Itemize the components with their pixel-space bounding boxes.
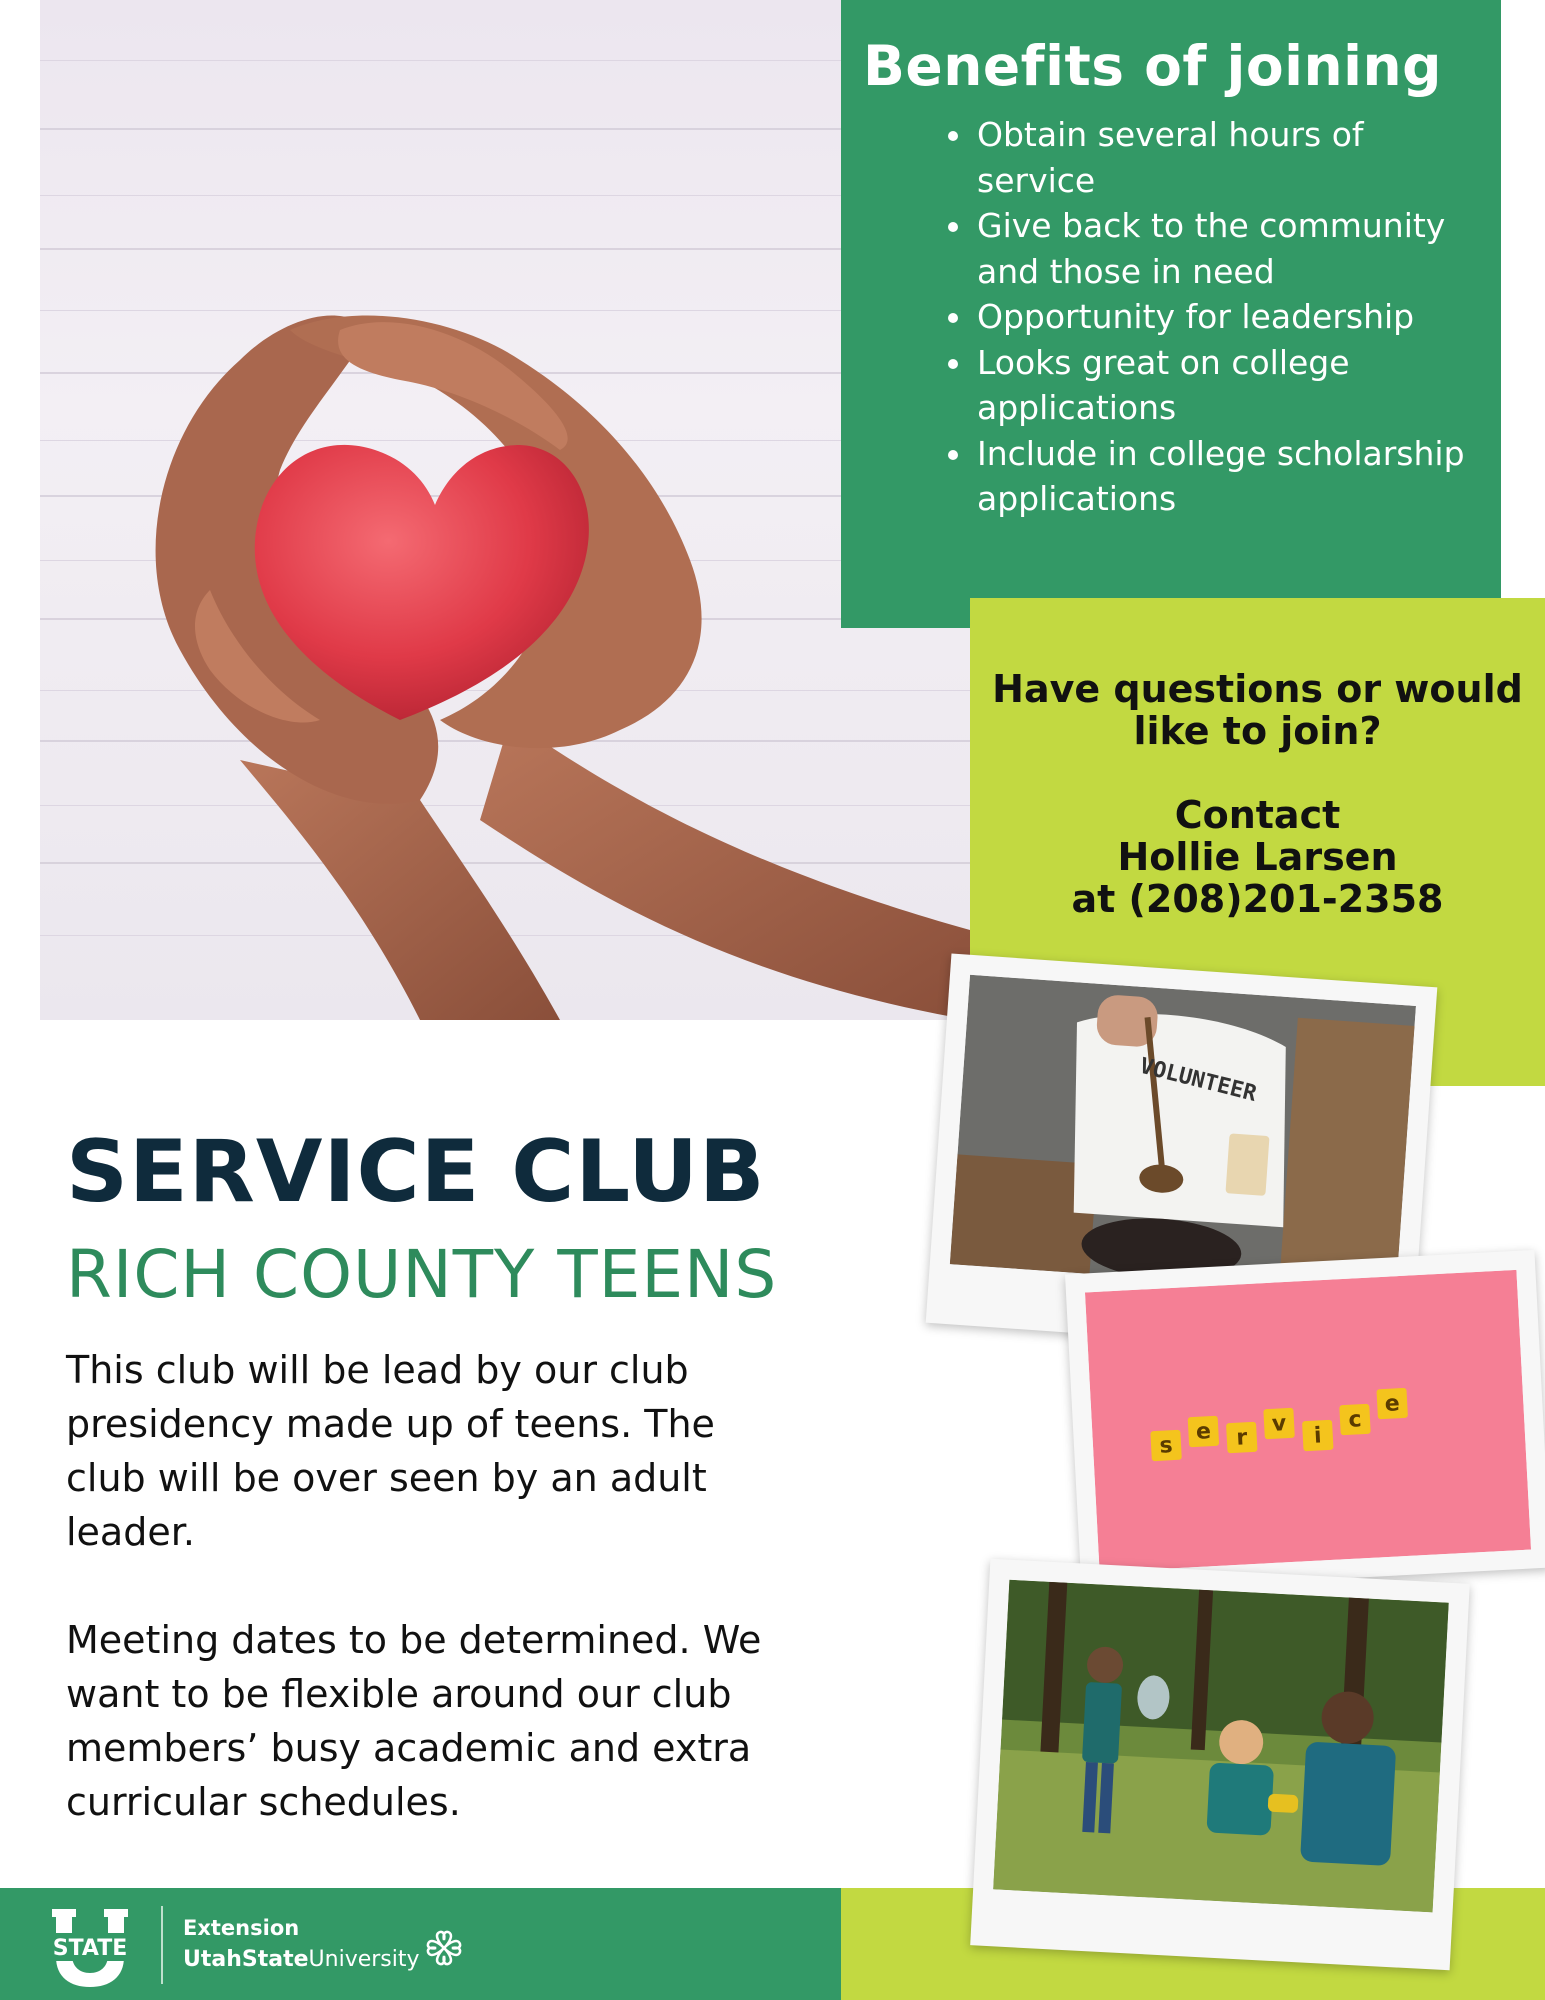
list-item: • Include in college scholarship applications [975,431,1481,522]
page-subtitle: RICH COUNTY TEENS [66,1236,778,1313]
contact-question-line: like to join? [1133,709,1382,753]
service-tile: v [1271,1411,1287,1437]
paragraph-line: This club will be lead by our club [66,1348,689,1392]
university-label [183,1947,420,1972]
benefits-panel [841,0,1501,628]
description-paragraph [66,1343,826,1559]
contact-name: Hollie Larsen [1117,835,1398,879]
list-item: • Give back to the community and those in need [975,203,1481,294]
contact-question-line: Have questions or would [992,667,1523,711]
paragraph-line: want to be flexible around our club [66,1672,732,1716]
paragraph-line: curricular schedules. [66,1780,461,1824]
list-item: • Looks great on college applications [975,340,1481,431]
paragraph-line: members’ busy academic and extra [66,1726,752,1770]
benefits-list [863,112,1481,522]
usu-logo-icon [40,1905,140,1989]
service-tile: r [1235,1425,1248,1451]
contact-phone: at (208)201-2358 [1071,877,1444,921]
extension-label: Extension [183,1916,300,1940]
service-tile: e [1195,1419,1212,1445]
polaroid-photo-park-cleanup [970,1559,1470,1971]
paragraph-line: Meeting dates to be determined. We [66,1618,762,1662]
service-tile: s [1158,1433,1174,1459]
service-tile: c [1347,1407,1363,1433]
paragraph-line: presidency made up of teens. The [66,1402,715,1446]
page-title: SERVICE CLUB [66,1122,766,1222]
contact-label: Contact [1174,793,1341,837]
university-name-regular: University [308,1947,420,1972]
paragraph-line: club will be over seen by an adult [66,1456,707,1500]
contact-info [970,668,1545,920]
meeting-paragraph [66,1613,826,1829]
service-tile: e [1384,1391,1401,1417]
university-name-bold: UtahState [183,1947,309,1972]
logo-text: STATE [52,1936,128,1961]
service-tile: i [1313,1423,1323,1449]
paragraph-line: leader. [66,1510,195,1554]
footer-divider [161,1906,163,1984]
hero-photo-hands-heart [40,0,970,1020]
polaroid-photo-service-tiles [1065,1250,1545,1592]
four-h-clover-icon [424,1928,464,1968]
list-item: • Obtain several hours of service [975,112,1481,203]
benefits-heading: Benefits of joining [863,34,1443,98]
volunteer-shirt-text: VOLUNTEER [1137,1053,1259,1107]
list-item: • Opportunity for leadership [975,294,1481,340]
